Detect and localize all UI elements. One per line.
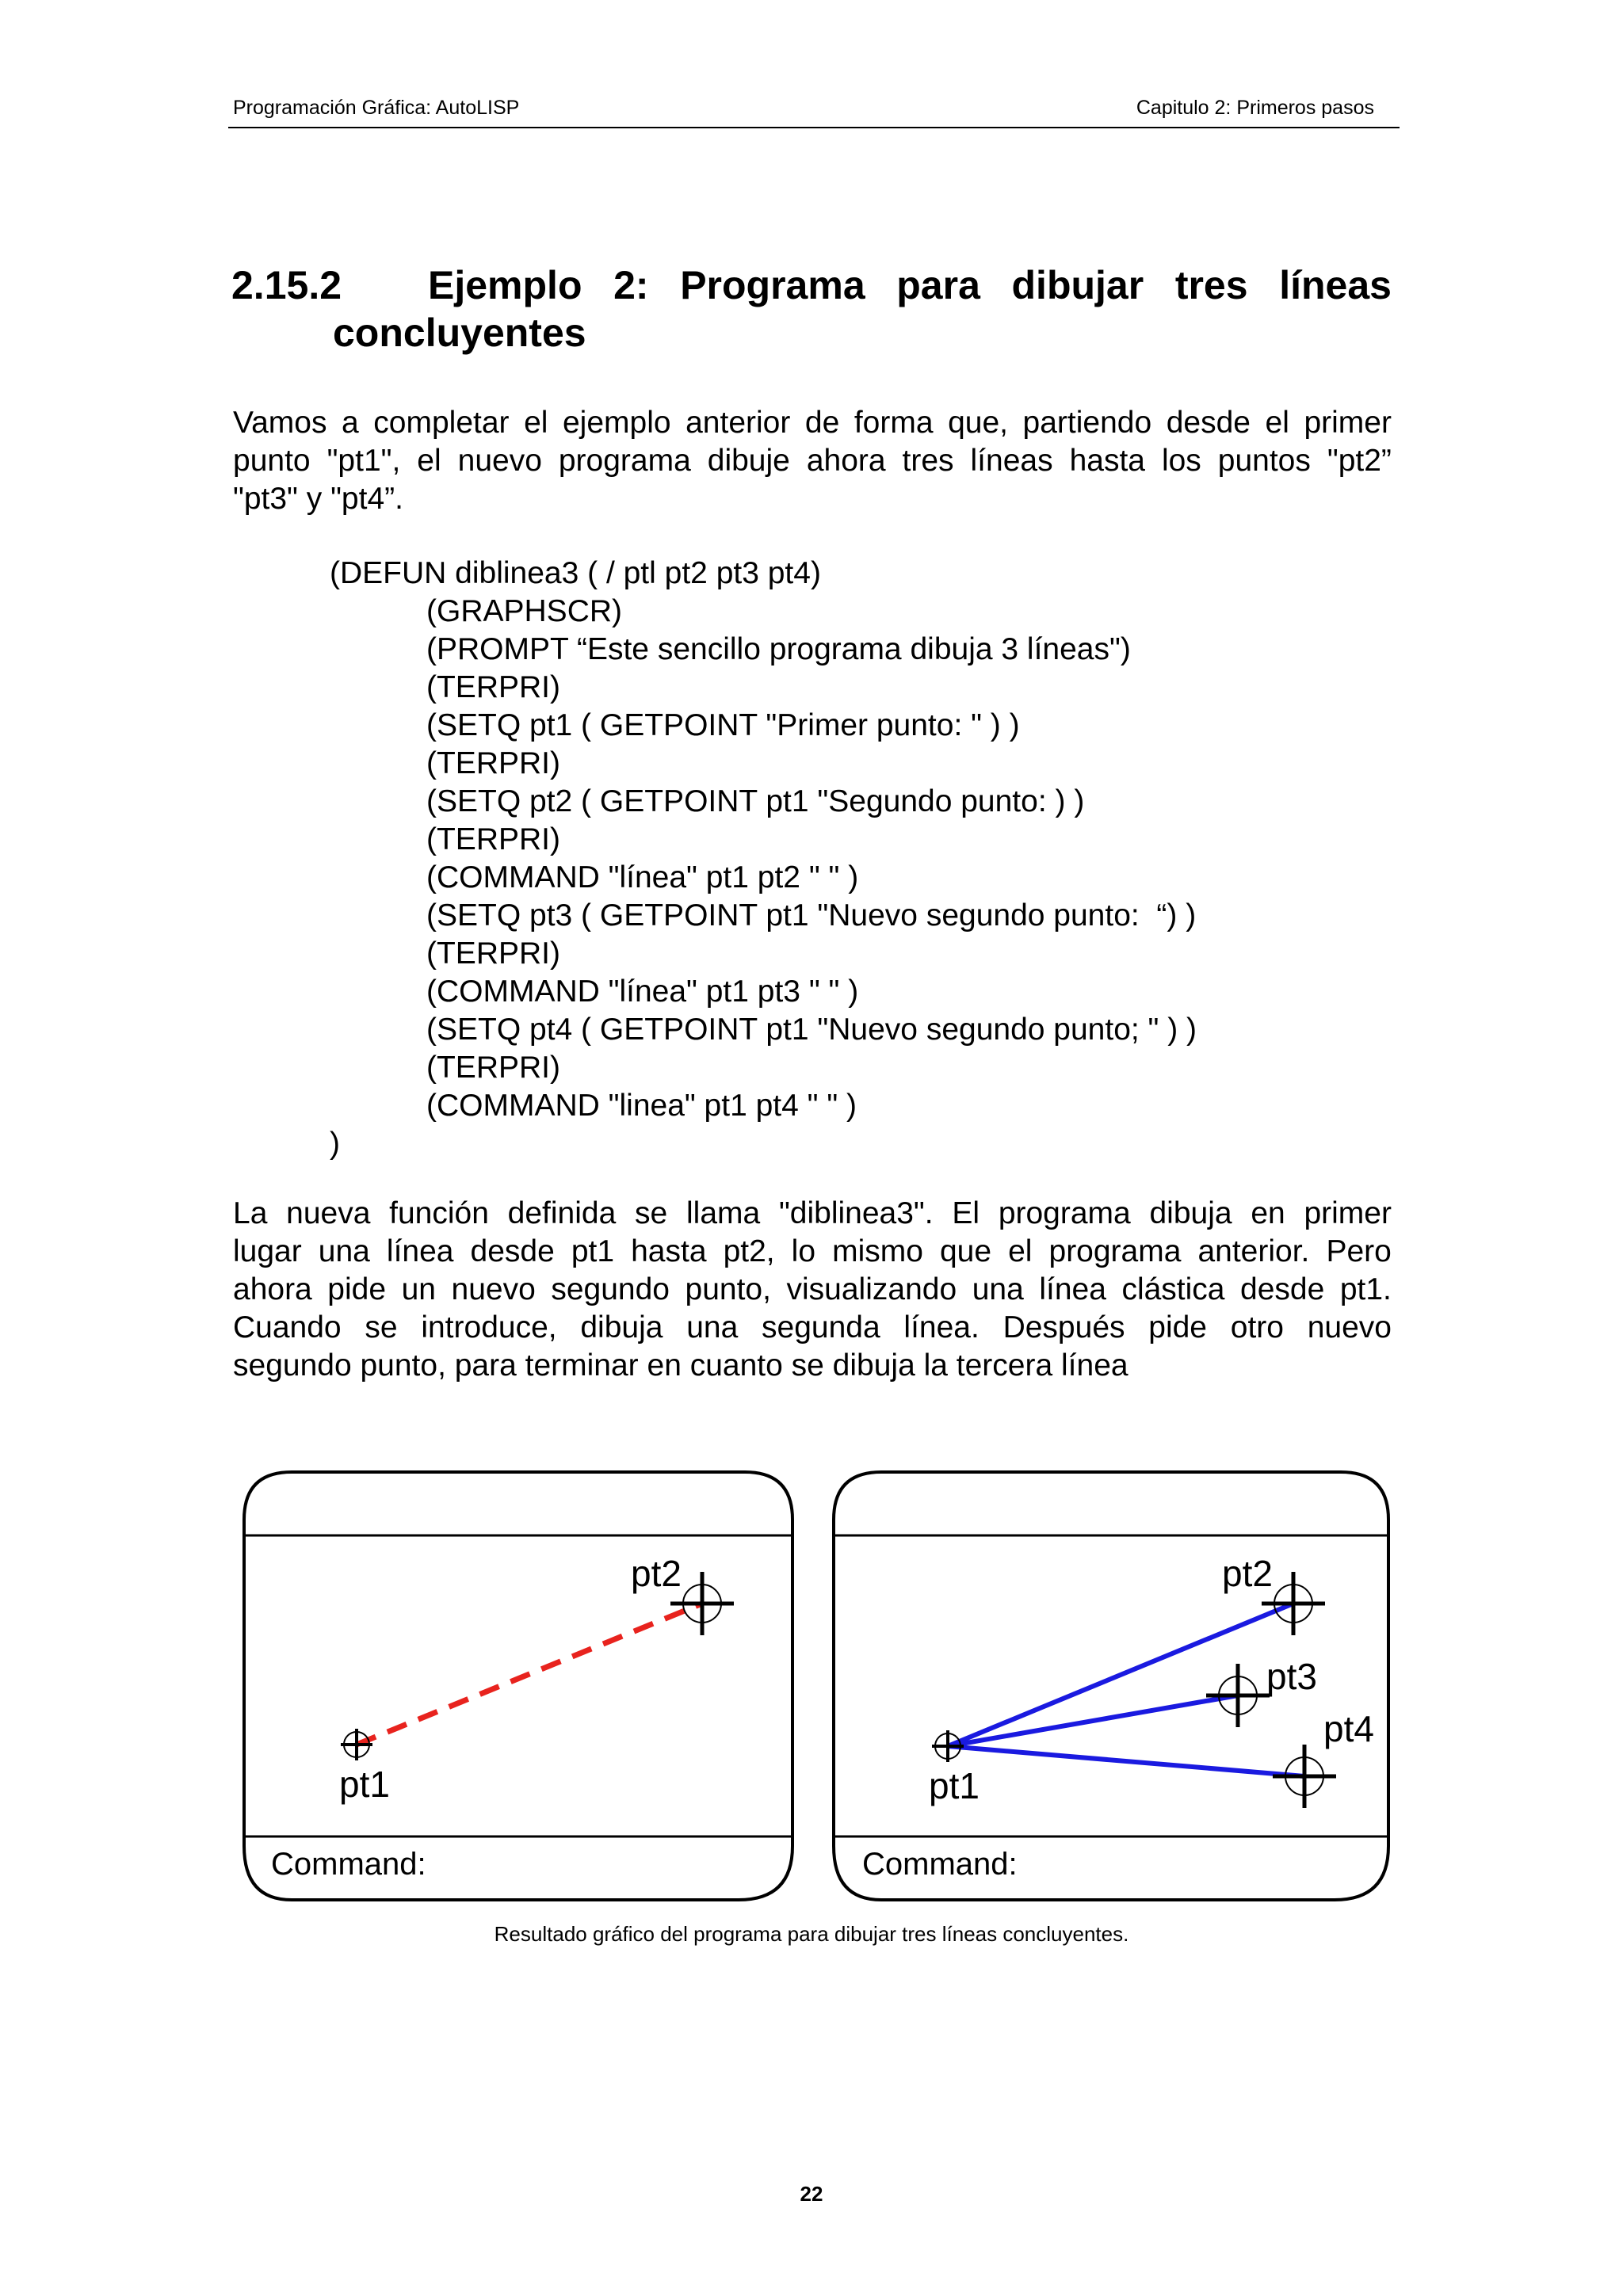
- code-listing: [330, 555, 1197, 1163]
- intro-word: forma: [854, 406, 934, 440]
- right-label-pt4: pt4: [1323, 1708, 1374, 1749]
- title-word: dibujar: [1011, 263, 1144, 307]
- description-word: definida: [507, 1196, 617, 1230]
- description-word: lugar: [233, 1234, 302, 1268]
- description-word: anterior.: [1197, 1234, 1310, 1268]
- code-line: (SETQ pt4 ( GETPOINT pt1 "Nuevo segundo punto; " ) ): [426, 1013, 1197, 1047]
- intro-word: "pt2”: [1327, 444, 1392, 478]
- intro-word: completar: [373, 406, 510, 440]
- code-line: (GRAPHSCR): [426, 594, 623, 628]
- intro-word: el: [417, 444, 441, 478]
- description-word: El: [952, 1196, 980, 1230]
- left-panel: [244, 1472, 792, 1900]
- right-command-prompt: Command:: [862, 1847, 1018, 1882]
- description-word: función: [389, 1196, 489, 1230]
- description-word: desde: [470, 1234, 555, 1268]
- intro-word: ejemplo: [562, 406, 671, 440]
- header-right: Capitulo 2: Primeros pasos: [1136, 97, 1374, 119]
- right-label-pt1: pt1: [929, 1765, 980, 1806]
- description-word: segunda: [762, 1310, 880, 1344]
- code-line: (DEFUN diblinea3 ( / ptl pt2 pt3 pt4): [330, 556, 821, 590]
- title-word: líneas: [1279, 263, 1392, 307]
- description-paragraph: [233, 1195, 1392, 1385]
- description-line: [233, 1347, 1392, 1385]
- description-word: visualizando: [786, 1272, 957, 1306]
- intro-word: punto: [233, 444, 311, 478]
- description-word: dibuja: [580, 1310, 663, 1344]
- description-word: Después: [1002, 1310, 1125, 1344]
- left-label-pt2: pt2: [631, 1553, 682, 1594]
- figure-svg: [238, 1466, 1395, 1909]
- description-word: desde: [1240, 1272, 1325, 1306]
- intro-word: programa: [558, 444, 691, 478]
- description-word: dibuja: [1149, 1196, 1232, 1230]
- intro-word: el: [524, 406, 548, 440]
- intro-word: los: [1161, 444, 1201, 478]
- description-word: introduce,: [421, 1310, 557, 1344]
- description-word: nuevo: [1307, 1310, 1392, 1344]
- description-word: pt2,: [723, 1234, 775, 1268]
- description-word: una: [318, 1234, 370, 1268]
- intro-line: [233, 480, 1392, 518]
- intro-word: de: [804, 406, 840, 440]
- intro-word: nuevo: [457, 444, 542, 478]
- figure-caption: Resultado gráfico del programa para dibujar tres líneas concluyentes.: [494, 1922, 1129, 1946]
- description-word: se: [365, 1310, 398, 1344]
- code-line: (SETQ pt3 ( GETPOINT pt1 "Nuevo segundo punto: “) ): [426, 898, 1197, 933]
- section-title-line1: [428, 261, 1392, 309]
- intro-line: [233, 442, 1392, 480]
- header-left: Programación Gráfica: AutoLISP: [233, 97, 520, 119]
- description-word: lo: [791, 1234, 816, 1268]
- page-number: 22: [800, 2182, 823, 2206]
- intro-line: [233, 404, 1392, 442]
- description-word: nuevo: [451, 1272, 536, 1306]
- intro-word: "pt3" y "pt4”.: [233, 482, 403, 516]
- description-word: un: [401, 1272, 436, 1306]
- description-word: programa: [998, 1196, 1131, 1230]
- code-line: (PROMPT “Este sencillo programa dibuja 3 líneas"): [426, 632, 1131, 666]
- description-word: hasta: [631, 1234, 707, 1268]
- description-word: segundo: [551, 1272, 670, 1306]
- title-word: tres: [1174, 263, 1248, 307]
- description-word: Cuando: [233, 1310, 342, 1344]
- description-word: pide: [1148, 1310, 1207, 1344]
- description-word: La: [233, 1196, 268, 1230]
- description-word: pide: [327, 1272, 387, 1306]
- intro-word: partiendo: [1022, 406, 1152, 440]
- intro-word: "pt1",: [327, 444, 401, 478]
- right-panel: [834, 1472, 1388, 1900]
- description-word: clástica: [1121, 1272, 1225, 1306]
- code-line: (TERPRI): [426, 670, 560, 704]
- intro-word: hasta: [1069, 444, 1145, 478]
- description-word: punto,: [685, 1272, 771, 1306]
- title-word: 2:: [613, 263, 649, 307]
- description-word: línea.: [903, 1310, 980, 1344]
- description-word: se: [635, 1196, 668, 1230]
- intro-paragraph: [233, 404, 1392, 518]
- code-line: (COMMAND "línea" pt1 pt3 " " ): [426, 974, 859, 1009]
- description-line: [233, 1309, 1392, 1347]
- intro-word: primer: [1304, 406, 1392, 440]
- title-word: Programa: [680, 263, 865, 307]
- page-header: [228, 97, 1400, 128]
- left-label-pt1: pt1: [339, 1764, 390, 1805]
- intro-word: desde: [1166, 406, 1251, 440]
- description-word: primer: [1304, 1196, 1392, 1230]
- description-word: pt1: [571, 1234, 615, 1268]
- description-line: [233, 1233, 1392, 1271]
- title-word: para: [896, 263, 980, 307]
- description-word: que: [939, 1234, 992, 1268]
- description-word: una: [972, 1272, 1024, 1306]
- description-line: [233, 1195, 1392, 1233]
- description-word: en: [1251, 1196, 1285, 1230]
- description-word: una: [686, 1310, 739, 1344]
- description-word: nueva: [286, 1196, 371, 1230]
- code-line: (COMMAND "linea" pt1 pt4 " " ): [426, 1089, 857, 1123]
- intro-word: puntos: [1217, 444, 1311, 478]
- right-label-pt3: pt3: [1266, 1656, 1317, 1697]
- intro-word: dibuje: [707, 444, 790, 478]
- title-word: Ejemplo: [428, 263, 582, 307]
- intro-word: Vamos: [233, 406, 327, 440]
- right-label-pt2: pt2: [1222, 1553, 1273, 1594]
- description-word: llama: [686, 1196, 761, 1230]
- intro-word: tres: [902, 444, 954, 478]
- intro-word: anterior: [685, 406, 791, 440]
- code-line: (TERPRI): [426, 1051, 560, 1085]
- intro-word: que,: [948, 406, 1008, 440]
- description-word: ahora: [233, 1272, 312, 1306]
- left-command-prompt: Command:: [271, 1847, 426, 1882]
- code-line: (SETQ pt2 ( GETPOINT pt1 "Segundo punto: ) ): [426, 784, 1085, 818]
- code-line: (COMMAND "línea" pt1 pt2 " " ): [426, 860, 859, 894]
- code-line: (TERPRI): [426, 936, 560, 971]
- description-word: segundo punto, para terminar en cuanto se dibuja la tercera línea: [233, 1348, 1128, 1383]
- description-word: programa: [1048, 1234, 1182, 1268]
- intro-word: a: [342, 406, 359, 440]
- description-word: mismo: [832, 1234, 923, 1268]
- section-title-line2: concluyentes: [333, 311, 586, 355]
- intro-word: ahora: [806, 444, 886, 478]
- section-number: 2.15.2: [231, 263, 342, 307]
- code-line: ): [330, 1127, 340, 1161]
- intro-word: líneas: [970, 444, 1053, 478]
- code-line: (SETQ pt1 ( GETPOINT "Primer punto: " ) ): [426, 708, 1020, 742]
- intro-word: el: [1265, 406, 1289, 440]
- description-word: línea: [1039, 1272, 1106, 1306]
- description-word: Pero: [1326, 1234, 1392, 1268]
- description-word: el: [1008, 1234, 1033, 1268]
- figure: [238, 1466, 1395, 1913]
- description-line: [233, 1271, 1392, 1309]
- description-word: "diblinea3".: [778, 1196, 934, 1230]
- description-word: pt1.: [1339, 1272, 1392, 1306]
- code-line: (TERPRI): [426, 746, 560, 780]
- code-line: (TERPRI): [426, 822, 560, 856]
- description-word: línea: [386, 1234, 454, 1268]
- description-word: otro: [1230, 1310, 1284, 1344]
